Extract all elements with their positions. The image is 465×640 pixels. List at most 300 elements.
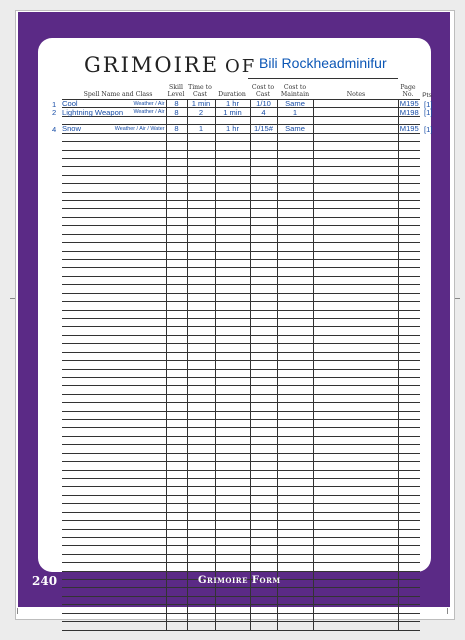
cell-page[interactable] [398, 344, 420, 352]
cell-skill[interactable] [166, 546, 187, 554]
cell-name[interactable] [62, 436, 166, 444]
cell-maintain[interactable] [277, 251, 313, 259]
cell-page[interactable] [398, 436, 420, 444]
cell-duration[interactable] [215, 563, 250, 571]
cell-time[interactable] [187, 352, 215, 360]
cell-notes[interactable] [313, 125, 398, 133]
cell-maintain[interactable] [277, 504, 313, 512]
cell-maintain[interactable] [277, 335, 313, 343]
cell-duration[interactable] [215, 420, 250, 428]
cell-page[interactable] [398, 192, 420, 200]
cell-page[interactable] [398, 251, 420, 259]
cell-cost[interactable] [250, 150, 277, 158]
cell-notes[interactable] [313, 175, 398, 183]
cell-duration[interactable] [215, 554, 250, 562]
cell-page[interactable] [398, 377, 420, 385]
cell-time[interactable] [187, 529, 215, 537]
cell-page[interactable] [398, 420, 420, 428]
cell-maintain[interactable] [277, 226, 313, 234]
cell-time[interactable] [187, 192, 215, 200]
cell-maintain[interactable] [277, 133, 313, 141]
cell-cost[interactable] [250, 344, 277, 352]
cell-maintain[interactable] [277, 327, 313, 335]
cell-page[interactable] [398, 580, 420, 588]
cell-page[interactable] [398, 411, 420, 419]
cell-page[interactable] [398, 175, 420, 183]
cell-name[interactable] [62, 310, 166, 318]
cell-cost[interactable] [250, 462, 277, 470]
cell-duration[interactable]: 1 hr [215, 100, 250, 108]
cell-name[interactable] [62, 108, 166, 116]
cell-name[interactable] [62, 327, 166, 335]
cell-notes[interactable] [313, 226, 398, 234]
cell-name[interactable] [62, 268, 166, 276]
cell-page[interactable] [398, 487, 420, 495]
cell-name[interactable] [62, 478, 166, 486]
cell-name[interactable] [62, 403, 166, 411]
cell-page[interactable] [398, 260, 420, 268]
cell-skill[interactable] [166, 563, 187, 571]
cell-time[interactable] [187, 243, 215, 251]
cell-skill[interactable] [166, 596, 187, 604]
cell-name[interactable] [62, 563, 166, 571]
cell-duration[interactable]: 1 hr [215, 125, 250, 133]
cell-maintain[interactable] [277, 436, 313, 444]
cell-page[interactable]: M195 [399, 99, 419, 109]
cell-maintain[interactable] [277, 386, 313, 394]
cell-name[interactable] [62, 302, 166, 310]
cell-cost[interactable] [250, 251, 277, 259]
cell-cost[interactable] [250, 445, 277, 453]
cell-time[interactable] [187, 487, 215, 495]
cell-skill[interactable] [166, 175, 187, 183]
cell-skill[interactable] [166, 622, 187, 630]
cell-duration[interactable] [215, 234, 250, 242]
cell-maintain[interactable] [277, 546, 313, 554]
cell-name[interactable] [62, 428, 166, 436]
cell-duration[interactable] [215, 504, 250, 512]
cell-skill[interactable] [166, 504, 187, 512]
cell-maintain[interactable] [277, 453, 313, 461]
cell-skill[interactable] [166, 403, 187, 411]
cell-time[interactable] [187, 184, 215, 192]
cell-duration[interactable] [215, 495, 250, 503]
cell-name[interactable] [62, 462, 166, 470]
cell-page[interactable] [398, 327, 420, 335]
cell-page[interactable] [398, 209, 420, 217]
cell-cost[interactable] [250, 310, 277, 318]
cell-page[interactable] [398, 142, 420, 150]
cell-name[interactable] [62, 495, 166, 503]
cell-notes[interactable] [313, 512, 398, 520]
cell-maintain[interactable] [277, 167, 313, 175]
cell-time[interactable]: 1 min [187, 100, 215, 108]
cell-cost[interactable] [250, 529, 277, 537]
cell-duration[interactable] [215, 226, 250, 234]
cell-skill[interactable] [166, 142, 187, 150]
cell-notes[interactable] [313, 116, 398, 124]
cell-cost[interactable] [250, 142, 277, 150]
cell-cost[interactable] [250, 537, 277, 545]
cell-time[interactable]: 1 [187, 125, 215, 133]
cell-maintain[interactable] [277, 302, 313, 310]
cell-notes[interactable] [313, 133, 398, 141]
cell-maintain[interactable] [277, 175, 313, 183]
cell-time[interactable] [187, 453, 215, 461]
cell-name[interactable] [62, 537, 166, 545]
cell-skill[interactable] [166, 209, 187, 217]
cell-duration[interactable] [215, 512, 250, 520]
cell-skill[interactable] [166, 293, 187, 301]
cell-duration[interactable] [215, 470, 250, 478]
cell-skill[interactable] [166, 335, 187, 343]
cell-cost[interactable] [250, 167, 277, 175]
cell-duration[interactable] [215, 529, 250, 537]
cell-maintain[interactable] [277, 563, 313, 571]
cell-time[interactable] [187, 369, 215, 377]
cell-notes[interactable] [313, 403, 398, 411]
cell-time[interactable] [187, 293, 215, 301]
cell-page[interactable] [398, 546, 420, 554]
cell-name[interactable] [62, 571, 166, 579]
cell-cost[interactable] [250, 268, 277, 276]
cell-time[interactable] [187, 226, 215, 234]
cell-skill[interactable] [166, 276, 187, 284]
cell-time[interactable] [187, 605, 215, 613]
cell-name[interactable] [62, 209, 166, 217]
cell-time[interactable] [187, 512, 215, 520]
cell-duration[interactable] [215, 133, 250, 141]
cell-time[interactable] [187, 268, 215, 276]
cell-maintain[interactable] [277, 184, 313, 192]
cell-skill[interactable] [166, 521, 187, 529]
cell-duration[interactable] [215, 192, 250, 200]
cell-page[interactable] [398, 243, 420, 251]
cell-notes[interactable] [313, 394, 398, 402]
cell-duration[interactable] [215, 428, 250, 436]
cell-notes[interactable] [313, 546, 398, 554]
cell-skill[interactable] [166, 344, 187, 352]
cell-notes[interactable] [313, 167, 398, 175]
cell-page[interactable] [398, 403, 420, 411]
cell-time[interactable] [187, 327, 215, 335]
cell-notes[interactable] [313, 302, 398, 310]
cell-maintain[interactable] [277, 596, 313, 604]
cell-page[interactable] [398, 386, 420, 394]
cell-cost[interactable] [250, 260, 277, 268]
cell-maintain[interactable]: Same [277, 125, 313, 133]
cell-skill[interactable] [166, 234, 187, 242]
cell-duration[interactable] [215, 310, 250, 318]
cell-duration[interactable] [215, 445, 250, 453]
cell-cost[interactable] [250, 234, 277, 242]
cell-maintain[interactable] [277, 142, 313, 150]
cell-page[interactable] [398, 201, 420, 209]
cell-duration[interactable] [215, 318, 250, 326]
cell-maintain[interactable] [277, 352, 313, 360]
cell-maintain[interactable] [277, 293, 313, 301]
cell-skill[interactable] [166, 158, 187, 166]
cell-notes[interactable] [313, 605, 398, 613]
cell-page[interactable] [398, 445, 420, 453]
cell-duration[interactable] [215, 521, 250, 529]
cell-notes[interactable] [313, 310, 398, 318]
cell-time[interactable] [187, 318, 215, 326]
cell-time[interactable] [187, 411, 215, 419]
cell-time[interactable] [187, 504, 215, 512]
cell-notes[interactable] [313, 504, 398, 512]
cell-cost[interactable] [250, 243, 277, 251]
cell-page[interactable] [398, 554, 420, 562]
cell-maintain[interactable] [277, 192, 313, 200]
cell-page[interactable] [398, 596, 420, 604]
cell-duration[interactable] [215, 293, 250, 301]
cell-page[interactable] [398, 622, 420, 630]
cell-time[interactable] [187, 167, 215, 175]
cell-time[interactable] [187, 142, 215, 150]
cell-page[interactable] [398, 512, 420, 520]
cell-skill[interactable] [166, 150, 187, 158]
cell-maintain[interactable] [277, 478, 313, 486]
cell-skill[interactable] [166, 226, 187, 234]
cell-notes[interactable] [313, 201, 398, 209]
cell-time[interactable] [187, 563, 215, 571]
cell-notes[interactable] [313, 462, 398, 470]
cell-name[interactable] [62, 588, 166, 596]
cell-time[interactable] [187, 613, 215, 621]
cell-duration[interactable] [215, 327, 250, 335]
cell-skill[interactable] [166, 436, 187, 444]
cell-time[interactable] [187, 521, 215, 529]
cell-skill[interactable] [166, 588, 187, 596]
cell-notes[interactable] [313, 344, 398, 352]
cell-name[interactable] [62, 184, 166, 192]
cell-time[interactable] [187, 470, 215, 478]
cell-notes[interactable] [313, 453, 398, 461]
cell-skill[interactable]: 8 [166, 108, 187, 116]
cell-duration[interactable] [215, 201, 250, 209]
cell-notes[interactable] [313, 285, 398, 293]
cell-skill[interactable] [166, 554, 187, 562]
cell-duration[interactable] [215, 462, 250, 470]
cell-page[interactable] [398, 167, 420, 175]
cell-time[interactable] [187, 344, 215, 352]
cell-notes[interactable] [313, 318, 398, 326]
cell-name[interactable] [62, 377, 166, 385]
cell-notes[interactable] [313, 613, 398, 621]
cell-time[interactable] [187, 445, 215, 453]
cell-name[interactable] [62, 622, 166, 630]
cell-cost[interactable]: 1/10 [250, 100, 277, 108]
cell-cost[interactable] [250, 504, 277, 512]
cell-maintain[interactable] [277, 310, 313, 318]
cell-time[interactable] [187, 310, 215, 318]
cell-page[interactable] [398, 605, 420, 613]
cell-time[interactable] [187, 478, 215, 486]
cell-notes[interactable] [313, 588, 398, 596]
cell-maintain[interactable] [277, 613, 313, 621]
cell-name[interactable] [62, 158, 166, 166]
cell-duration[interactable] [215, 352, 250, 360]
cell-cost[interactable] [250, 369, 277, 377]
cell-time[interactable] [187, 622, 215, 630]
cell-skill[interactable] [166, 217, 187, 225]
cell-cost[interactable] [250, 403, 277, 411]
cell-time[interactable] [187, 276, 215, 284]
cell-name[interactable] [62, 192, 166, 200]
cell-notes[interactable] [313, 251, 398, 259]
cell-duration[interactable] [215, 217, 250, 225]
cell-skill[interactable] [166, 377, 187, 385]
cell-name[interactable] [62, 386, 166, 394]
cell-name[interactable] [62, 251, 166, 259]
cell-name[interactable] [62, 361, 166, 369]
cell-page[interactable] [398, 369, 420, 377]
cell-skill[interactable] [166, 478, 187, 486]
cell-cost[interactable] [250, 377, 277, 385]
cell-name[interactable] [62, 234, 166, 242]
cell-maintain[interactable] [277, 420, 313, 428]
cell-skill[interactable] [166, 352, 187, 360]
cell-notes[interactable] [313, 537, 398, 545]
cell-page[interactable] [398, 158, 420, 166]
cell-cost[interactable] [250, 361, 277, 369]
cell-skill[interactable] [166, 571, 187, 579]
cell-maintain[interactable] [277, 377, 313, 385]
cell-maintain[interactable] [277, 428, 313, 436]
cell-time[interactable] [187, 361, 215, 369]
cell-page[interactable] [398, 361, 420, 369]
cell-maintain[interactable] [277, 201, 313, 209]
cell-name[interactable] [62, 453, 166, 461]
cell-notes[interactable] [313, 487, 398, 495]
cell-skill[interactable]: 8 [166, 100, 187, 108]
cell-name[interactable] [62, 470, 166, 478]
cell-skill[interactable] [166, 369, 187, 377]
cell-page[interactable] [398, 285, 420, 293]
cell-skill[interactable] [166, 411, 187, 419]
cell-cost[interactable] [250, 175, 277, 183]
cell-time[interactable] [187, 201, 215, 209]
cell-maintain[interactable] [277, 411, 313, 419]
cell-time[interactable] [187, 495, 215, 503]
cell-time[interactable] [187, 158, 215, 166]
cell-time[interactable] [187, 596, 215, 604]
cell-skill[interactable] [166, 201, 187, 209]
cell-name[interactable] [62, 150, 166, 158]
cell-name[interactable] [62, 605, 166, 613]
cell-skill[interactable] [166, 613, 187, 621]
cell-page[interactable] [398, 184, 420, 192]
cell-duration[interactable] [215, 209, 250, 217]
cell-page[interactable] [398, 310, 420, 318]
cell-maintain[interactable]: Same [277, 100, 313, 108]
cell-name[interactable] [62, 318, 166, 326]
cell-notes[interactable] [313, 276, 398, 284]
cell-notes[interactable] [313, 327, 398, 335]
cell-page[interactable] [398, 302, 420, 310]
cell-cost[interactable] [250, 318, 277, 326]
cell-cost[interactable] [250, 201, 277, 209]
cell-cost[interactable] [250, 428, 277, 436]
cell-time[interactable] [187, 150, 215, 158]
cell-skill[interactable] [166, 487, 187, 495]
cell-cost[interactable] [250, 521, 277, 529]
cell-time[interactable]: 2 [187, 108, 215, 116]
cell-notes[interactable] [313, 100, 398, 108]
cell-cost[interactable] [250, 554, 277, 562]
cell-page[interactable] [398, 150, 420, 158]
cell-time[interactable] [187, 335, 215, 343]
cell-skill[interactable] [166, 420, 187, 428]
cell-name[interactable] [62, 285, 166, 293]
cell-time[interactable] [187, 420, 215, 428]
cell-name[interactable] [62, 554, 166, 562]
cell-page[interactable] [398, 529, 420, 537]
cell-notes[interactable] [313, 420, 398, 428]
cell-cost[interactable] [250, 613, 277, 621]
cell-page[interactable] [398, 226, 420, 234]
cell-name[interactable] [62, 226, 166, 234]
cell-skill[interactable] [166, 285, 187, 293]
cell-page[interactable] [398, 537, 420, 545]
cell-name[interactable] [62, 512, 166, 520]
cell-duration[interactable] [215, 537, 250, 545]
cell-time[interactable] [187, 285, 215, 293]
cell-name[interactable] [62, 175, 166, 183]
cell-maintain[interactable] [277, 361, 313, 369]
cell-duration[interactable] [215, 605, 250, 613]
cell-page[interactable]: M195 [399, 124, 419, 134]
cell-notes[interactable] [313, 622, 398, 630]
cell-name[interactable] [62, 596, 166, 604]
cell-cost[interactable] [250, 436, 277, 444]
cell-page[interactable] [398, 563, 420, 571]
cell-page[interactable] [398, 428, 420, 436]
cell-name[interactable] [62, 487, 166, 495]
cell-cost[interactable] [250, 335, 277, 343]
cell-name[interactable] [62, 133, 166, 141]
cell-notes[interactable] [313, 411, 398, 419]
cell-page[interactable] [398, 588, 420, 596]
cell-time[interactable] [187, 217, 215, 225]
cell-maintain[interactable] [277, 150, 313, 158]
cell-time[interactable] [187, 554, 215, 562]
cell-skill[interactable] [166, 243, 187, 251]
cell-duration[interactable] [215, 394, 250, 402]
cell-notes[interactable] [313, 478, 398, 486]
cell-skill[interactable] [166, 580, 187, 588]
cell-name[interactable] [62, 529, 166, 537]
cell-notes[interactable] [313, 596, 398, 604]
cell-cost[interactable] [250, 394, 277, 402]
cell-duration[interactable] [215, 369, 250, 377]
cell-skill[interactable] [166, 462, 187, 470]
cell-maintain[interactable] [277, 260, 313, 268]
cell-duration[interactable] [215, 478, 250, 486]
cell-skill[interactable] [166, 445, 187, 453]
cell-cost[interactable]: 1/15# [250, 125, 277, 133]
cell-notes[interactable] [313, 563, 398, 571]
cell-maintain[interactable] [277, 622, 313, 630]
cell-maintain[interactable] [277, 276, 313, 284]
cell-notes[interactable] [313, 293, 398, 301]
cell-cost[interactable] [250, 184, 277, 192]
cell-skill[interactable]: 8 [166, 125, 187, 133]
cell-skill[interactable] [166, 318, 187, 326]
cell-notes[interactable] [313, 192, 398, 200]
cell-name[interactable] [62, 293, 166, 301]
